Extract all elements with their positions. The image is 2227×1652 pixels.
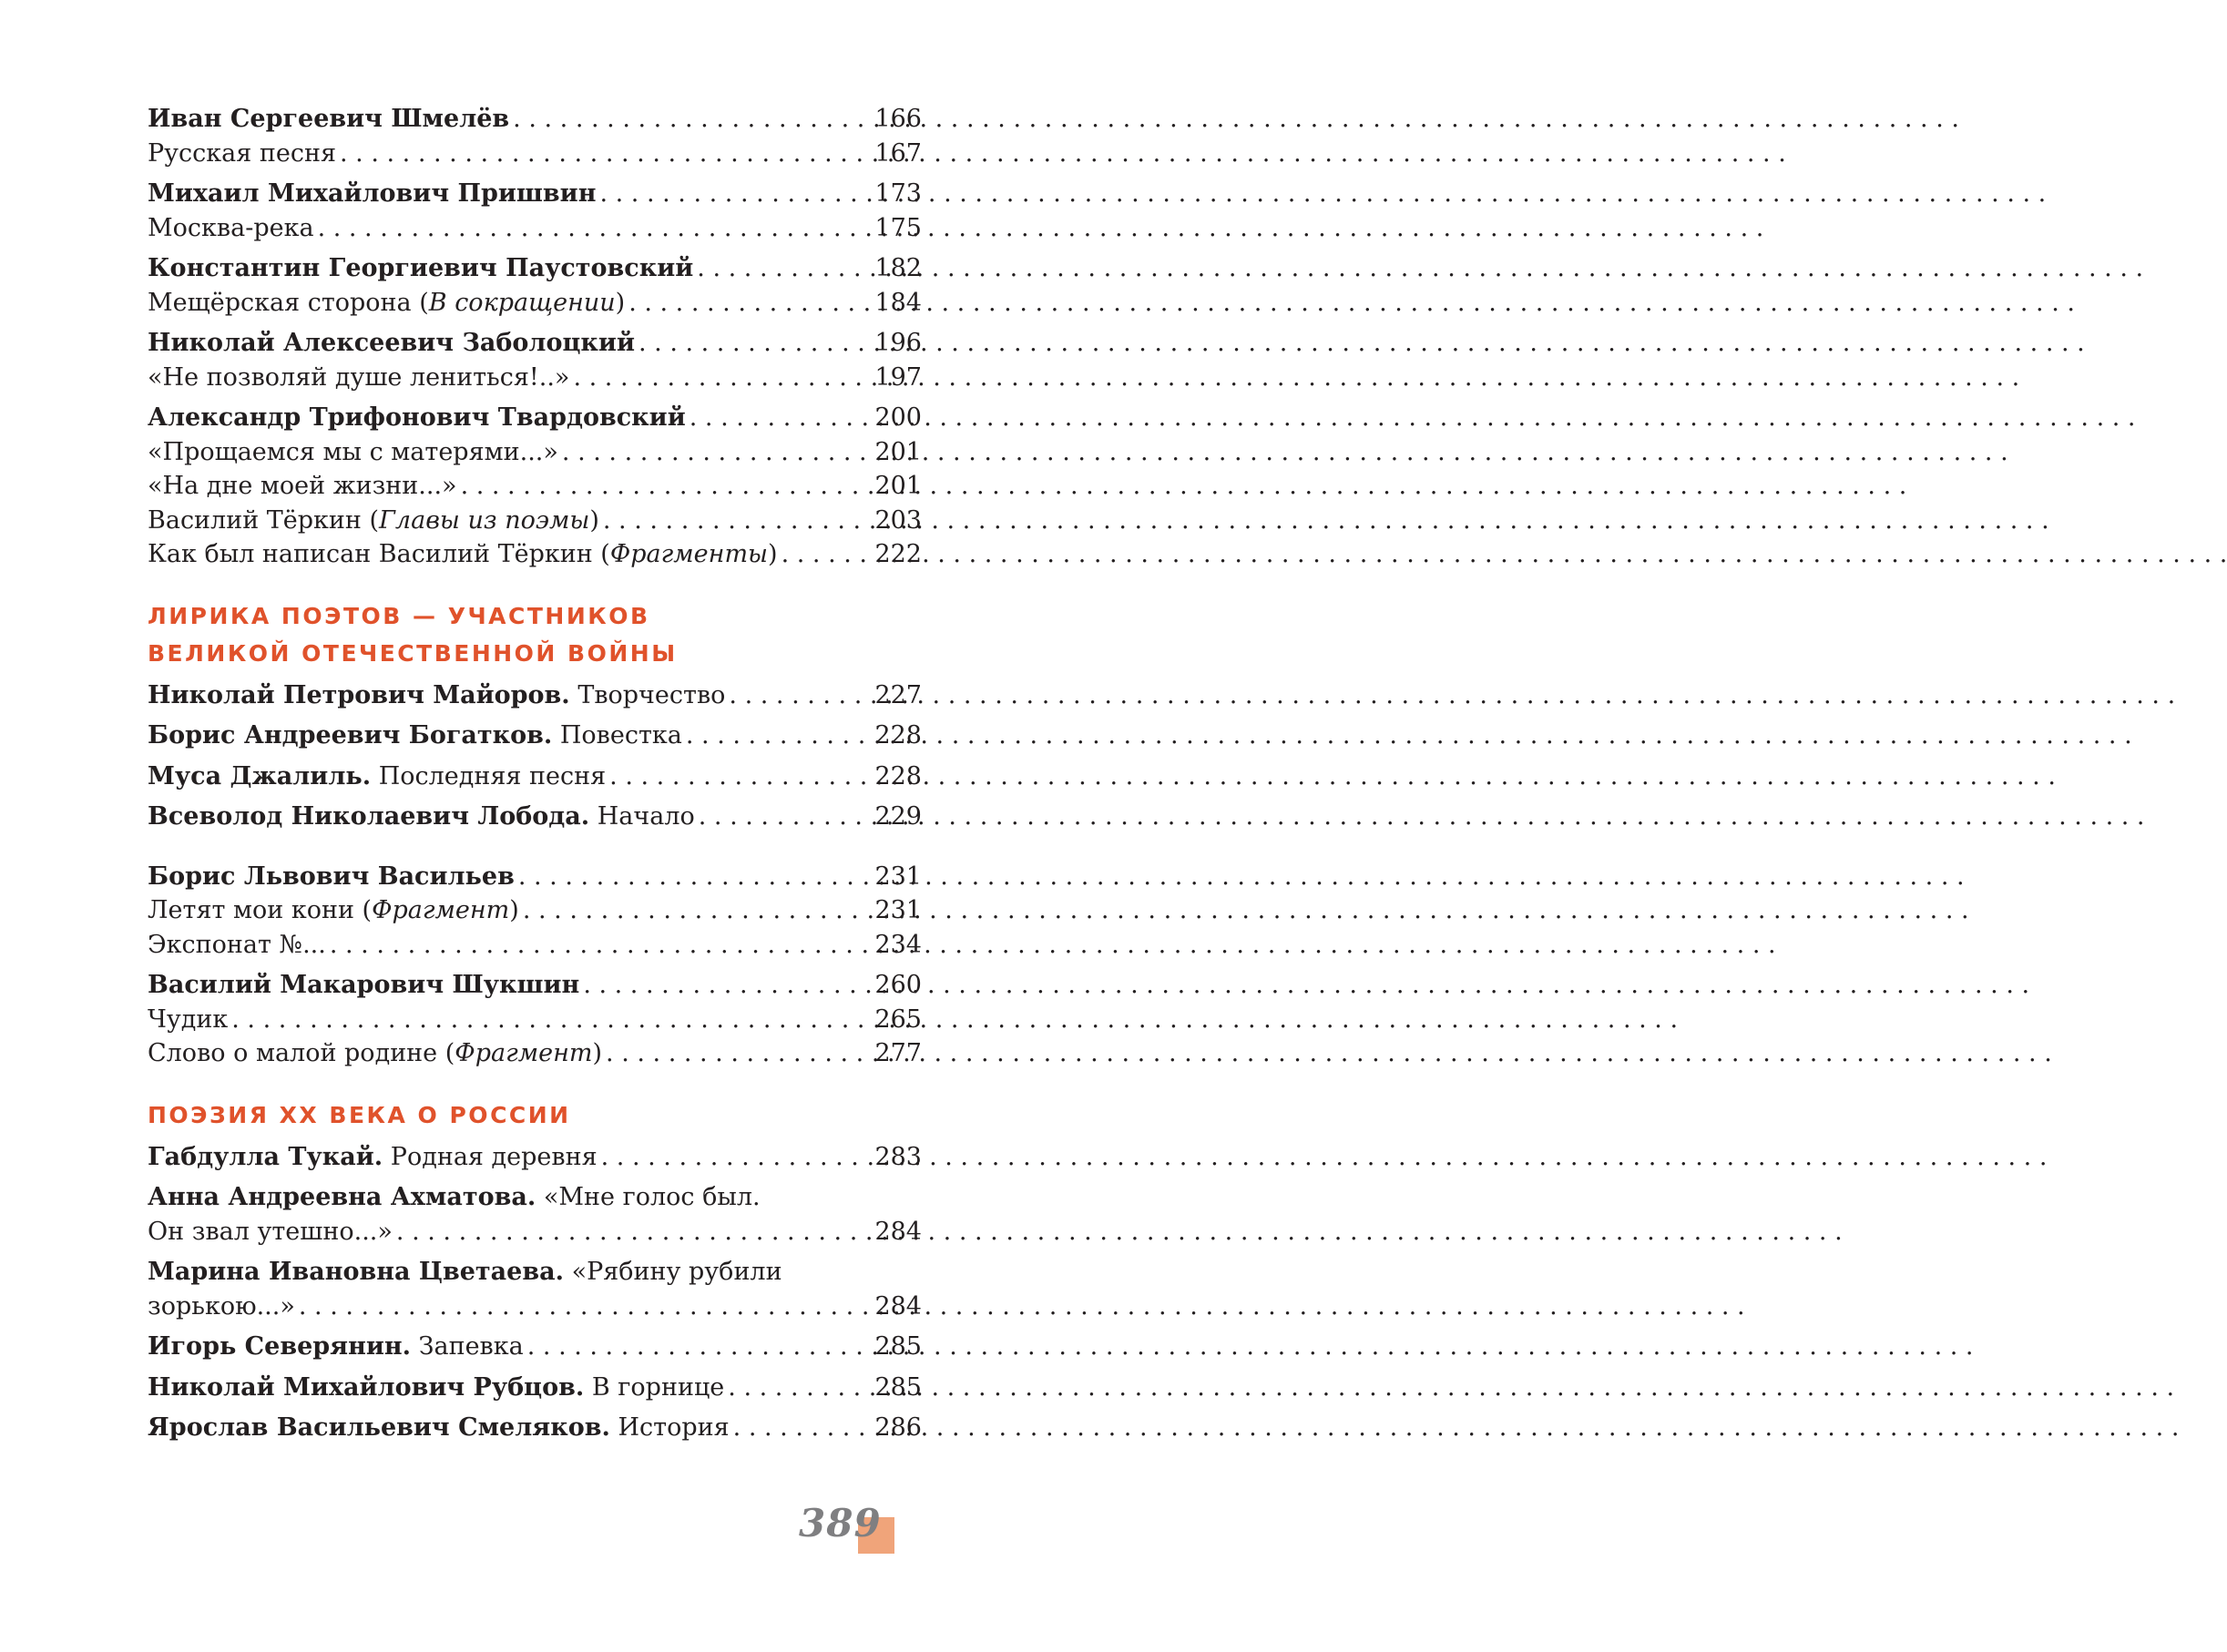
- entry-page: 203: [874, 505, 922, 535]
- entry-author: Всеволод Николаевич Лобода.: [148, 802, 590, 831]
- entry-work: «Рябину рубили: [571, 1258, 782, 1286]
- toc-entry-author[interactable]: [148, 968, 922, 1003]
- entry-page: 167: [874, 138, 922, 168]
- leader-dots: [601, 1140, 872, 1175]
- work-note: Главы из поэмы: [379, 505, 590, 535]
- work-close: ): [592, 1039, 603, 1067]
- work-note: Фрагмент: [455, 1039, 593, 1067]
- toc-entry-work[interactable]: [148, 504, 922, 538]
- entry-page: 260: [874, 971, 922, 999]
- entry-work: «На дне моей жизни...»: [148, 472, 457, 500]
- toc-entry-combined[interactable]: [148, 1371, 922, 1405]
- entry-work: Москва-река: [148, 213, 314, 242]
- entry-work: [148, 286, 625, 321]
- entry-author: Константин Георгиевич Паустовский: [148, 254, 694, 282]
- toc-section-prose: [148, 102, 922, 572]
- entry-text: [148, 800, 695, 834]
- entry-text: [148, 1411, 730, 1445]
- toc-entry-author[interactable]: [148, 251, 922, 286]
- leader-dots: [523, 893, 872, 928]
- entry-author: Борис Львович Васильев: [148, 862, 515, 891]
- entry-author: Николай Михайлович Рубцов.: [148, 1372, 585, 1402]
- toc-entry-combined[interactable]: [148, 678, 922, 713]
- section-title-line: ПОЭЗИЯ XX ВЕКА О РОССИИ: [148, 1101, 571, 1128]
- leader-dots: [518, 860, 872, 894]
- leader-dots: [603, 504, 872, 538]
- toc-entry-work[interactable]: [148, 537, 922, 572]
- entry-text: [148, 719, 682, 753]
- work-close: ): [589, 505, 599, 535]
- leader-dots: [781, 537, 872, 572]
- toc-entry-combined[interactable]: [148, 719, 922, 753]
- entry-work: История: [618, 1413, 730, 1442]
- entry-text: [148, 1140, 598, 1175]
- entry-text: [148, 1330, 524, 1364]
- leader-dots: [340, 137, 871, 171]
- section-title-line: ЛИРИКА ПОЭТОВ — УЧАСТНИКОВ: [148, 602, 650, 629]
- entry-page: 229: [874, 802, 922, 831]
- toc-entry-continuation[interactable]: [148, 1215, 922, 1249]
- leader-dots: [729, 678, 871, 713]
- entry-work: Творчество: [577, 680, 726, 709]
- toc-entry-work[interactable]: [148, 1003, 922, 1037]
- entry-page: 197: [874, 362, 922, 392]
- entry-work-cont: зорькою...»: [148, 1291, 295, 1321]
- leader-dots: [599, 177, 871, 211]
- entry-author: Николай Петрович Майоров.: [148, 680, 570, 709]
- toc-entry-first-line[interactable]: [148, 1180, 922, 1215]
- toc-entry-author[interactable]: [148, 860, 922, 894]
- leader-dots: [330, 928, 872, 963]
- entry-page: 285: [874, 1372, 922, 1402]
- toc-entry-work[interactable]: [148, 1036, 922, 1071]
- entry-page: 175: [874, 213, 922, 242]
- entry-page: 284: [874, 1291, 922, 1321]
- entry-page: 201: [874, 472, 922, 500]
- page-number: 389: [799, 1501, 882, 1545]
- entry-work: Последняя песня: [378, 761, 607, 790]
- entry-work: В горнице: [591, 1372, 725, 1402]
- leader-dots: [697, 251, 871, 286]
- section-title-line: ВЕЛИКОЙ ОТЕЧЕСТВЕННОЙ ВОЙНЫ: [148, 639, 678, 667]
- leader-dots: [573, 361, 871, 395]
- entry-page: 182: [874, 254, 922, 282]
- entry-page: 231: [874, 896, 922, 924]
- toc-entry-author[interactable]: [148, 326, 922, 361]
- entry-author: Михаил Михайлович Пришвин: [148, 179, 597, 208]
- entry-work: Повестка: [559, 721, 682, 750]
- entry-author: Александр Трифонович Твардовский: [148, 403, 686, 432]
- entry-page: 227: [874, 680, 922, 709]
- work-note: Фрагменты: [609, 540, 769, 568]
- work-title: Как был написан Василий Тёркин (: [148, 540, 610, 568]
- entry-author: Борис Андреевич Богатков.: [148, 721, 553, 750]
- toc-entry-continuation[interactable]: [148, 1290, 922, 1324]
- leader-dots: [396, 1215, 872, 1249]
- leader-dots: [583, 968, 871, 1003]
- entry-text: [148, 1371, 724, 1405]
- entry-page: 184: [874, 288, 922, 317]
- entry-page: 277: [874, 1039, 922, 1067]
- leader-dots: [562, 435, 872, 470]
- entry-text: [148, 760, 606, 794]
- toc-entry-work[interactable]: [148, 893, 922, 928]
- entry-work: Начало: [597, 802, 695, 831]
- toc-entry-author[interactable]: [148, 102, 922, 137]
- entry-work: «Мне голос был.: [543, 1183, 761, 1211]
- entry-work: Чудик: [148, 1004, 229, 1034]
- entry-author: Ярослав Васильевич Смеляков.: [148, 1413, 610, 1442]
- toc-entry-work[interactable]: [148, 361, 922, 395]
- toc-entry-combined[interactable]: [148, 1330, 922, 1364]
- entry-work: «Не позволяй душе лениться!..»: [148, 362, 570, 392]
- table-of-contents: [148, 102, 922, 1445]
- entry-author: Муса Джалиль.: [148, 761, 372, 790]
- entry-work: Русская песня: [148, 138, 337, 168]
- toc-entry-work[interactable]: [148, 928, 922, 963]
- leader-dots: [461, 469, 872, 504]
- entry-work: Родная деревня: [390, 1142, 598, 1171]
- entry-author: Марина Ивановна Цветаева.: [148, 1258, 564, 1286]
- work-note: Фрагмент: [372, 896, 510, 924]
- entry-page: 284: [874, 1217, 922, 1246]
- work-close: ): [615, 288, 626, 317]
- toc-section-poetry-russia: [148, 1096, 922, 1445]
- toc-entry-first-line[interactable]: [148, 1255, 922, 1290]
- toc-entry-work[interactable]: [148, 286, 922, 321]
- toc-entry-combined[interactable]: [148, 1411, 922, 1445]
- work-title: Мещёрская сторона (: [148, 288, 429, 317]
- leader-dots: [609, 760, 871, 794]
- entry-page: 265: [874, 1004, 922, 1034]
- entry-page: 173: [874, 179, 922, 208]
- leader-dots: [231, 1003, 871, 1037]
- toc-entry-author[interactable]: [148, 401, 922, 435]
- section-title: [148, 1096, 922, 1134]
- entry-work: [148, 893, 519, 928]
- entry-author: Анна Андреевна Ахматова.: [148, 1183, 536, 1211]
- entry-page: 231: [874, 862, 922, 891]
- leader-dots: [690, 401, 872, 435]
- leader-dots: [513, 102, 871, 137]
- work-note: В сокращении: [428, 288, 616, 317]
- entry-author: Иван Сергеевич Шмелёв: [148, 105, 510, 133]
- entry-page: 234: [874, 930, 922, 959]
- toc-entry-work[interactable]: [148, 469, 922, 504]
- leader-dots: [318, 211, 872, 246]
- leader-dots: [527, 1330, 872, 1364]
- entry-page: 201: [874, 437, 922, 466]
- entry-work: «Прощаемся мы с матерями...»: [148, 437, 558, 466]
- entry-page: 222: [874, 540, 922, 568]
- entry-work: [148, 1036, 602, 1071]
- toc-section-prose-2: [148, 860, 922, 1071]
- entry-author: Николай Алексеевич Заболоцкий: [148, 329, 635, 357]
- entry-text: [148, 678, 725, 713]
- toc-entry-author[interactable]: [148, 177, 922, 211]
- entry-work: [148, 537, 778, 572]
- leader-dots: [686, 719, 872, 753]
- entry-work: Экспонат №...: [148, 930, 326, 959]
- toc-entry-work[interactable]: [148, 435, 922, 470]
- toc-section-war-poets: [148, 597, 922, 834]
- entry-work: [148, 504, 599, 538]
- section-title: [148, 597, 922, 672]
- work-close: ): [509, 896, 519, 924]
- toc-entry-combined[interactable]: [148, 800, 922, 834]
- work-close: ): [768, 540, 778, 568]
- toc-entry-combined[interactable]: [148, 1140, 922, 1175]
- entry-page: 196: [874, 329, 922, 357]
- entry-author: Василий Макарович Шукшин: [148, 971, 580, 999]
- work-title: Слово о малой родине (: [148, 1039, 455, 1067]
- entry-page: 285: [874, 1332, 922, 1361]
- toc-entry-work[interactable]: [148, 137, 922, 171]
- entry-author: Игорь Северянин.: [148, 1332, 412, 1361]
- entry-author: Габдулла Тукай.: [148, 1142, 383, 1171]
- entry-page: 166: [874, 105, 922, 133]
- leader-dots: [728, 1371, 871, 1405]
- entry-page: 286: [874, 1413, 922, 1442]
- toc-entry-work[interactable]: [148, 211, 922, 246]
- entry-page: 200: [874, 403, 922, 432]
- leader-dots: [638, 326, 871, 361]
- work-title: Летят мои кони (: [148, 896, 373, 924]
- toc-entry-combined[interactable]: [148, 760, 922, 794]
- leader-dots: [733, 1411, 872, 1445]
- entry-work: Запевка: [418, 1332, 524, 1361]
- entry-page: 228: [874, 761, 922, 790]
- work-title: Василий Тёркин (: [148, 505, 380, 535]
- leader-dots: [299, 1290, 872, 1324]
- leader-dots: [606, 1036, 871, 1071]
- entry-work-cont: Он звал утешно...»: [148, 1217, 393, 1246]
- leader-dots: [628, 286, 871, 321]
- entry-page: 228: [874, 721, 922, 750]
- entry-page: 283: [874, 1142, 922, 1171]
- leader-dots: [699, 800, 872, 834]
